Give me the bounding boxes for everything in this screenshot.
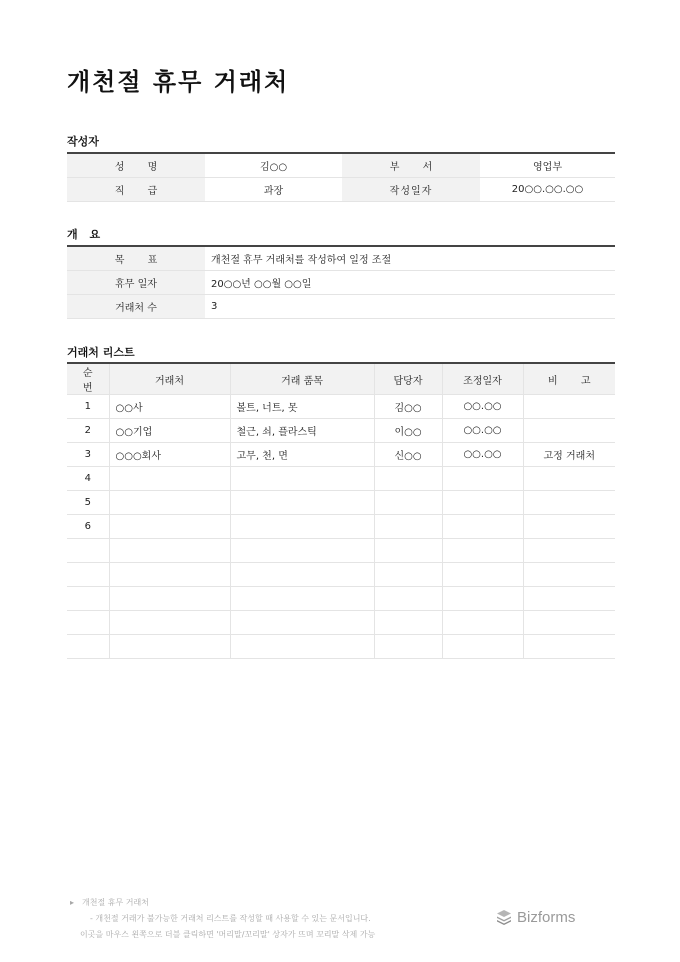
note-cell[interactable] — [523, 419, 615, 443]
vendor-name-cell[interactable] — [109, 611, 230, 635]
row-number-cell[interactable]: 2 — [67, 419, 109, 443]
goal-label: 목 표 — [67, 246, 205, 270]
trade-items-cell[interactable] — [230, 587, 374, 611]
row-number-cell[interactable] — [67, 539, 109, 563]
note-cell[interactable] — [523, 491, 615, 515]
trade-items-cell[interactable] — [230, 635, 374, 659]
rank-label: 직 급 — [67, 177, 205, 201]
vendor-name-cell[interactable] — [109, 587, 230, 611]
note-cell[interactable] — [523, 635, 615, 659]
trade-items-cell[interactable]: 고무, 천, 면 — [230, 443, 374, 467]
date-written-value[interactable]: 20○○.○○.○○ — [480, 177, 615, 201]
table-row — [67, 491, 615, 515]
name-label: 성 명 — [67, 153, 205, 177]
vendor-name-cell[interactable] — [109, 635, 230, 659]
table-row — [67, 587, 615, 611]
department-label: 부 서 — [342, 153, 480, 177]
table-row — [67, 563, 615, 587]
footer-note — [70, 895, 375, 943]
footer-line-1: - 개천절 거래가 불가능한 거래처 리스트를 작성할 때 사용할 수 있는 문서입니다. — [90, 914, 371, 923]
col-header-no: 순 번 — [67, 363, 109, 395]
manager-name-cell[interactable] — [374, 491, 442, 515]
row-number-cell[interactable] — [67, 563, 109, 587]
table-row — [67, 467, 615, 491]
table-row — [67, 635, 615, 659]
note-cell[interactable] — [523, 395, 615, 419]
note-cell[interactable]: 고정 거래처 — [523, 443, 615, 467]
holiday-date-label: 휴무 일자 — [67, 270, 205, 294]
vendor-name-cell[interactable] — [109, 539, 230, 563]
adjust-date-cell[interactable] — [442, 467, 523, 491]
manager-name-cell[interactable]: 신○○ — [374, 443, 442, 467]
col-header-items: 거래 품목 — [230, 363, 374, 395]
overview-row-goal — [67, 246, 615, 270]
manager-name-cell[interactable] — [374, 611, 442, 635]
note-cell[interactable] — [523, 563, 615, 587]
overview-table — [67, 245, 615, 319]
vendor-name-cell[interactable]: ○○○회사 — [109, 443, 230, 467]
goal-value[interactable]: 개천절 휴무 거래처를 작성하여 일정 조절 — [205, 246, 615, 270]
overview-row-count — [67, 294, 615, 318]
name-value[interactable]: 김○○ — [205, 153, 342, 177]
row-number-cell[interactable]: 5 — [67, 491, 109, 515]
note-cell[interactable] — [523, 587, 615, 611]
adjust-date-cell[interactable]: ○○.○○ — [442, 419, 523, 443]
adjust-date-cell[interactable]: ○○.○○ — [442, 443, 523, 467]
vendor-name-cell[interactable]: ○○사 — [109, 395, 230, 419]
row-number-cell[interactable]: 1 — [67, 395, 109, 419]
trade-items-cell[interactable] — [230, 491, 374, 515]
trade-items-cell[interactable]: 볼트, 너트, 못 — [230, 395, 374, 419]
vendor-name-cell[interactable] — [109, 563, 230, 587]
author-row-2 — [67, 177, 615, 201]
row-number-cell[interactable]: 4 — [67, 467, 109, 491]
trade-items-cell[interactable] — [230, 539, 374, 563]
rank-value[interactable]: 과장 — [205, 177, 342, 201]
col-header-manager: 담당자 — [374, 363, 442, 395]
adjust-date-cell[interactable] — [442, 635, 523, 659]
department-value[interactable]: 영업부 — [480, 153, 615, 177]
manager-name-cell[interactable] — [374, 467, 442, 491]
author-row-1 — [67, 153, 615, 177]
footer-bullet-icon: ▸ — [70, 898, 75, 907]
vendor-list-table — [67, 362, 615, 659]
row-number-cell[interactable]: 3 — [67, 443, 109, 467]
adjust-date-cell[interactable] — [442, 515, 523, 539]
trade-items-cell[interactable] — [230, 563, 374, 587]
row-number-cell[interactable] — [67, 635, 109, 659]
table-row — [67, 539, 615, 563]
footer-line-2: 이곳을 마우스 왼쪽으로 더블 클릭하면 '머리말/꼬리말' 상자가 뜨며 꼬리말 삭제 가능 — [80, 930, 376, 939]
trade-items-cell[interactable] — [230, 467, 374, 491]
note-cell[interactable] — [523, 611, 615, 635]
manager-name-cell[interactable] — [374, 563, 442, 587]
table-row — [67, 419, 615, 443]
author-table — [67, 152, 615, 202]
trade-items-cell[interactable] — [230, 611, 374, 635]
holiday-date-value[interactable]: 20○○년 ○○월 ○○일 — [205, 270, 615, 294]
page-title: 개천절 휴무 거래처 — [67, 68, 290, 96]
row-number-cell[interactable] — [67, 611, 109, 635]
adjust-date-cell[interactable] — [442, 491, 523, 515]
adjust-date-cell[interactable] — [442, 563, 523, 587]
table-row — [67, 443, 615, 467]
table-row — [67, 611, 615, 635]
col-header-adjust-date: 조정일자 — [442, 363, 523, 395]
vendor-name-cell[interactable]: ○○기업 — [109, 419, 230, 443]
row-number-cell[interactable] — [67, 587, 109, 611]
manager-name-cell[interactable]: 김○○ — [374, 395, 442, 419]
vendor-name-cell[interactable] — [109, 491, 230, 515]
adjust-date-cell[interactable]: ○○.○○ — [442, 395, 523, 419]
list-section-label: 거래처 리스트 — [67, 346, 135, 359]
col-header-note: 비 고 — [523, 363, 615, 395]
table-row — [67, 515, 615, 539]
manager-name-cell[interactable]: 이○○ — [374, 419, 442, 443]
bizforms-logo-icon — [495, 908, 513, 926]
note-cell[interactable] — [523, 467, 615, 491]
overview-row-holiday — [67, 270, 615, 294]
vendor-count-value[interactable]: 3 — [205, 294, 615, 318]
author-section-label: 작성자 — [67, 135, 99, 148]
col-header-vendor: 거래처 — [109, 363, 230, 395]
overview-section-label: 개 요 — [67, 228, 105, 241]
footer-title: 개천절 휴무 거래처 — [82, 898, 149, 907]
adjust-date-cell[interactable] — [442, 587, 523, 611]
adjust-date-cell[interactable] — [442, 611, 523, 635]
table-row — [67, 395, 615, 419]
vendor-count-label: 거래처 수 — [67, 294, 205, 318]
vendor-name-cell[interactable] — [109, 515, 230, 539]
trade-items-cell[interactable] — [230, 515, 374, 539]
manager-name-cell[interactable] — [374, 539, 442, 563]
trade-items-cell[interactable]: 철근, 쇠, 플라스틱 — [230, 419, 374, 443]
row-number-cell[interactable]: 6 — [67, 515, 109, 539]
date-written-label: 작성일자 — [342, 177, 480, 201]
manager-name-cell[interactable] — [374, 515, 442, 539]
note-cell[interactable] — [523, 539, 615, 563]
list-header-row — [67, 363, 615, 395]
manager-name-cell[interactable] — [374, 587, 442, 611]
bizforms-logo — [495, 908, 575, 926]
logo-text: Bizforms — [517, 908, 576, 926]
note-cell[interactable] — [523, 515, 615, 539]
manager-name-cell[interactable] — [374, 635, 442, 659]
adjust-date-cell[interactable] — [442, 539, 523, 563]
vendor-name-cell[interactable] — [109, 467, 230, 491]
